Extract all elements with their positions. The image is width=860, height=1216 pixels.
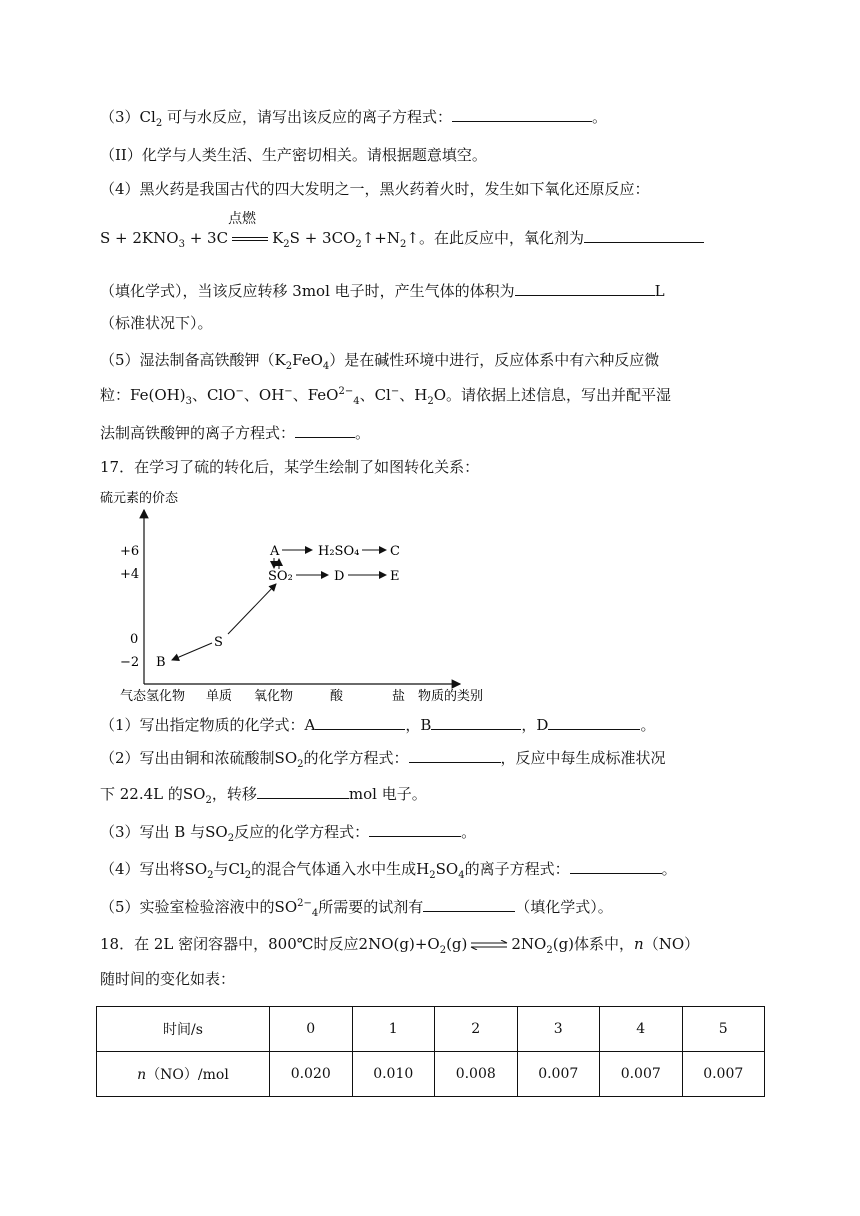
y-axis-label: 硫元素的价态 [100, 490, 179, 505]
table-cell: 1 [352, 1007, 435, 1052]
node-D: D [334, 569, 345, 584]
table-row [97, 1007, 765, 1052]
table-cell: 0.007 [682, 1052, 765, 1097]
node-S: S [214, 635, 223, 650]
answer-blank-D[interactable] [548, 714, 640, 730]
table-cell: 0.020 [270, 1052, 353, 1097]
table-header-n-no: n（NO）/mol [97, 1052, 270, 1097]
answer-blank[interactable] [369, 821, 461, 837]
q17-part5: （5）实验室检验溶液中的$SO^{2-}_4$所需要的试剂有 （填化学式）。 [100, 898, 613, 919]
q16-part4-c: （标准状况下）。 [100, 314, 213, 332]
table-cell: 0.010 [352, 1052, 435, 1097]
q17-part1: （1）写出指定物质的化学式：A ，B ，D 。 [100, 716, 656, 734]
table-cell: 3 [517, 1007, 600, 1052]
table-row [97, 1052, 765, 1097]
table-cell: 4 [600, 1007, 683, 1052]
no-amount-table [96, 1006, 765, 1097]
table-cell: 0.007 [517, 1052, 600, 1097]
answer-blank-B[interactable] [431, 714, 521, 730]
x-axis-label: 物质的类别 [418, 688, 484, 703]
table-cell: 2 [435, 1007, 518, 1052]
q16-part5-c: 法制高铁酸钾的离子方程式： 。 [100, 424, 371, 442]
answer-blank[interactable] [409, 747, 501, 763]
answer-blank[interactable] [257, 783, 349, 799]
section-II-heading: （II）化学与人类生活、生产密切相关。请根据题意填空。 [100, 146, 487, 164]
answer-blank-A[interactable] [315, 714, 405, 730]
ytick-plus6: +6 [120, 544, 140, 559]
ytick-0: 0 [130, 632, 139, 647]
table-cell: 0 [270, 1007, 353, 1052]
ignite-condition: 点燃 [228, 211, 257, 227]
q17-part2: （2）写出由铜和浓硫酸制$SO_2$的化学方程式： ，反应中每生成标准状况 [100, 749, 666, 770]
q17-part2-b: 下 22.4L 的$SO_2$，转移 mol 电子。 [100, 785, 427, 806]
xcat-element: 单质 [206, 688, 233, 703]
node-C: C [390, 544, 400, 559]
table-cell: 0.007 [600, 1052, 683, 1097]
ytick-minus2: −2 [120, 655, 140, 670]
q16-part3: $(3)Cl_2$ 可与水反应，请写出该反应的离子方程式： 。 [100, 108, 607, 129]
answer-blank[interactable] [423, 896, 515, 912]
xcat-hydride: 气态氢化物 [120, 688, 186, 703]
xcat-salt: 盐 [392, 688, 406, 703]
node-B: B [156, 655, 166, 670]
arrow-S-to-B [172, 643, 212, 660]
node-H2SO4: H₂SO₄ [318, 544, 360, 559]
node-A: A [270, 544, 280, 559]
q18-title: 18．在 2L 密闭容器中，800℃时反应$2NO(g)+O_2(g)$ $2NO_2(g)$体系中，n（NO） [100, 935, 700, 956]
arrow-S-to-SO2 [228, 584, 276, 634]
gunpowder-equation: $S + 2KNO_3 + 3C$ 点燃 $K_2S$ + $3CO_2↑+N_2↑$。在此反应中，氧化剂为 [100, 227, 704, 248]
q16-part5-b: 粒：$Fe(OH)_3$、ClO−、OH−、FeO$^{2-}_4$、Cl−、$H_2O$。请依据上述信息，写出并配平湿 [100, 386, 672, 407]
answer-blank[interactable] [570, 858, 662, 874]
table-cell: 0.008 [435, 1052, 518, 1097]
answer-blank[interactable] [515, 280, 655, 296]
node-SO2: SO₂ [268, 569, 293, 584]
reversible-arrow-icon [469, 940, 509, 950]
q17-part4: （4）写出将$SO_2$与$Cl_2$的混合气体通入水中生成$H_2SO_4$的离子方程式： 。 [100, 860, 677, 881]
xcat-oxide: 氧化物 [254, 688, 294, 703]
q16-part4: （4）黑火药是我国古代的四大发明之一，黑火药着火时，发生如下氧化还原反应： [100, 180, 650, 198]
answer-blank[interactable] [295, 422, 355, 438]
answer-blank[interactable] [452, 106, 592, 122]
q16-part5-a: （5）湿法制备高铁酸钾$(K_2FeO_4)$是在碱性环境中进行，反应体系中有六种反应微 [100, 351, 660, 372]
q17-part3: （3）写出 B 与$SO_2$反应的化学方程式： 。 [100, 823, 477, 844]
answer-blank[interactable] [584, 227, 704, 243]
q16-part4-b: （填化学式），当该反应转移 3mol 电子时，产生气体的体积为 L [100, 282, 665, 300]
table-header-time: 时间/s [97, 1007, 270, 1052]
sulfur-valence-diagram [100, 488, 520, 708]
ytick-plus4: +4 [120, 567, 140, 582]
node-E: E [390, 569, 400, 584]
table-cell: 5 [682, 1007, 765, 1052]
q17-title: 17．在学习了硫的转化后，某学生绘制了如图转化关系： [100, 458, 480, 476]
q18-subtitle: 随时间的变化如表： [100, 970, 236, 988]
xcat-acid: 酸 [330, 688, 344, 703]
